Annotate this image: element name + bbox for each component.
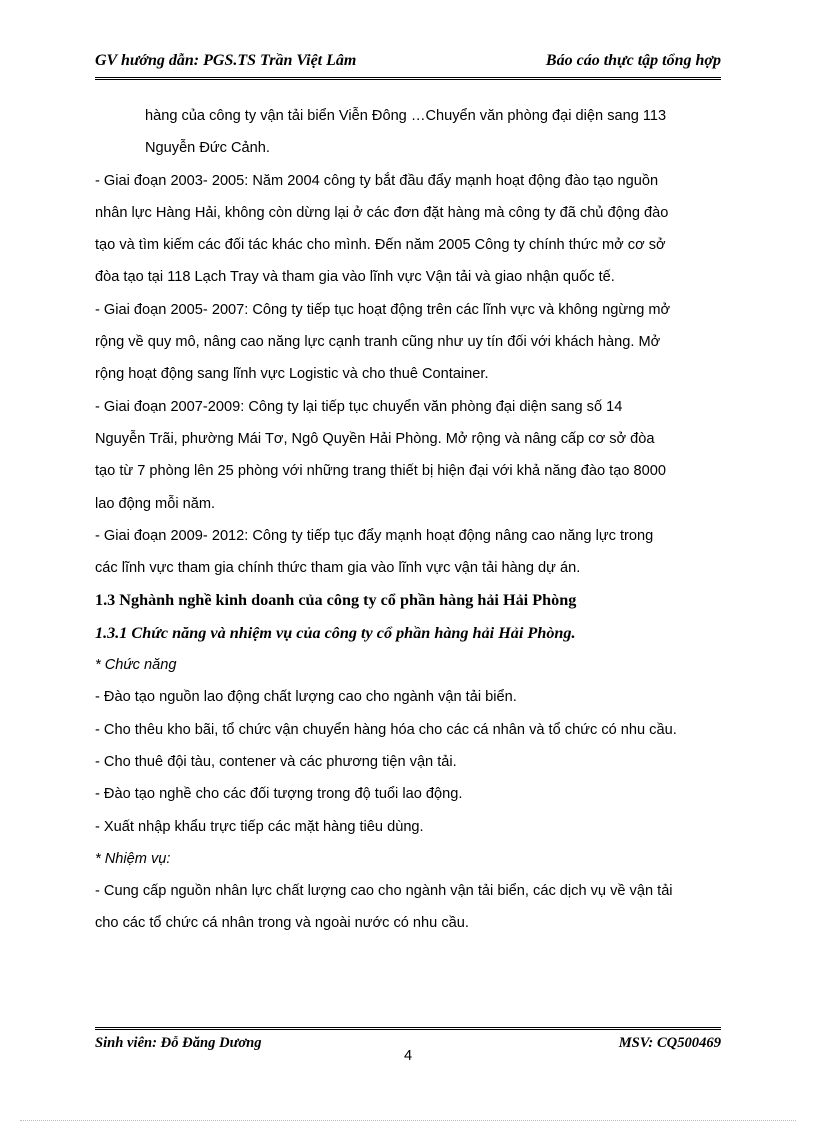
footer-student: Sinh viên: Đỗ Đăng Dương [95,1035,262,1051]
body-line: hàng của công ty vận tải biển Viễn Đông …Chuyển văn phòng đại diện sang 113 [145,108,667,124]
body-line: Nguyễn Trãi, phường Mái Tơ, Ngô Quyền Hải Phòng. Mở rộng và nâng cấp cơ sở đòa [95,430,655,447]
document-body [95,100,721,940]
body-line: lao động mỗi năm. [95,495,216,512]
body-line: đòa tạo tại 118 Lạch Tray và tham gia vào lĩnh vực Vận tải và giao nhận quốc tế. [95,269,615,286]
body-line: rộng về quy mô, nâng cao năng lực cạnh tranh cũng như uy tín đối với khách hàng. Mở [95,334,661,351]
body-line: các lĩnh vực tham gia chính thức tham gia vào lĩnh vực vận tải hàng dự án. [95,560,581,577]
list-item: - Cho thuê đội tàu, contener và các phương tiện vận tải. [95,753,457,770]
body-line: tạo và tìm kiếm các đối tác khác cho mình. Đến năm 2005 Công ty chính thức mở cơ sở [95,237,666,254]
page-header [95,52,721,70]
footer-student-id: MSV: CQ500469 [618,1035,721,1051]
body-line: - Giai đoạn 2005- 2007: Công ty tiếp tục hoạt động trên các lĩnh vực và không ngừng mở [95,301,671,318]
body-line: rộng hoạt động sang lĩnh vực Logistic và cho thuê Container. [95,366,489,383]
duties-label: * Nhiệm vụ: [95,850,171,867]
header-supervisor: GV hướng dẫn: PGS.TS Trần Việt Lâm [95,52,357,69]
list-item: - Cung cấp nguồn nhân lực chất lượng cao cho ngành vận tải biển, các dịch vụ về vận tải [95,883,673,900]
page-edge-divider [20,1120,796,1121]
body-line: - Giai đoạn 2009- 2012: Công ty tiếp tục đẩy mạnh hoạt động nâng cao năng lực trong [95,527,654,544]
functions-label: * Chức năng [95,657,177,674]
list-item: - Đào tạo nghề cho các đối tượng trong độ tuổi lao động. [95,786,463,803]
list-item: - Xuất nhập khẩu trực tiếp các mặt hàng tiêu dùng. [95,818,424,835]
footer-rule [95,1027,721,1030]
section-heading: 1.3 Nghành nghề kinh doanh của công ty cổ phần hàng hải Hải Phòng [95,591,577,610]
header-rule [95,77,721,80]
list-item: - Đào tạo nguồn lao động chất lượng cao cho ngành vận tải biển. [95,689,517,706]
body-line: tạo từ 7 phòng lên 25 phòng với những trang thiết bị hiện đại với khả năng đào tạo 8000 [95,463,666,480]
body-line: nhân lực Hàng Hải, không còn dừng lại ở các đơn đặt hàng mà công ty đã chủ động đào [95,204,669,221]
page-number: 4 [403,1048,413,1064]
header-report-title: Báo cáo thực tập tổng hợp [545,52,721,69]
body-line: Nguyễn Đức Cảnh. [145,140,270,157]
body-line: - Giai đoạn 2007-2009: Công ty lại tiếp tục chuyển văn phòng đại diện sang số 14 [95,398,623,415]
subsection-heading: 1.3.1 Chức năng và nhiệm vụ của công ty cổ phần hàng hải Hải Phòng. [95,623,576,642]
list-item: - Cho thêu kho bãi, tổ chức vận chuyển hàng hóa cho các cá nhân và tổ chức có nhu cầu. [95,721,677,738]
body-line: - Giai đoạn 2003- 2005: Năm 2004 công ty bắt đầu đẩy mạnh hoạt động đào tạo nguồn [95,172,659,189]
list-item: cho các tổ chức cá nhân trong và ngoài nước có nhu cầu. [95,915,469,932]
